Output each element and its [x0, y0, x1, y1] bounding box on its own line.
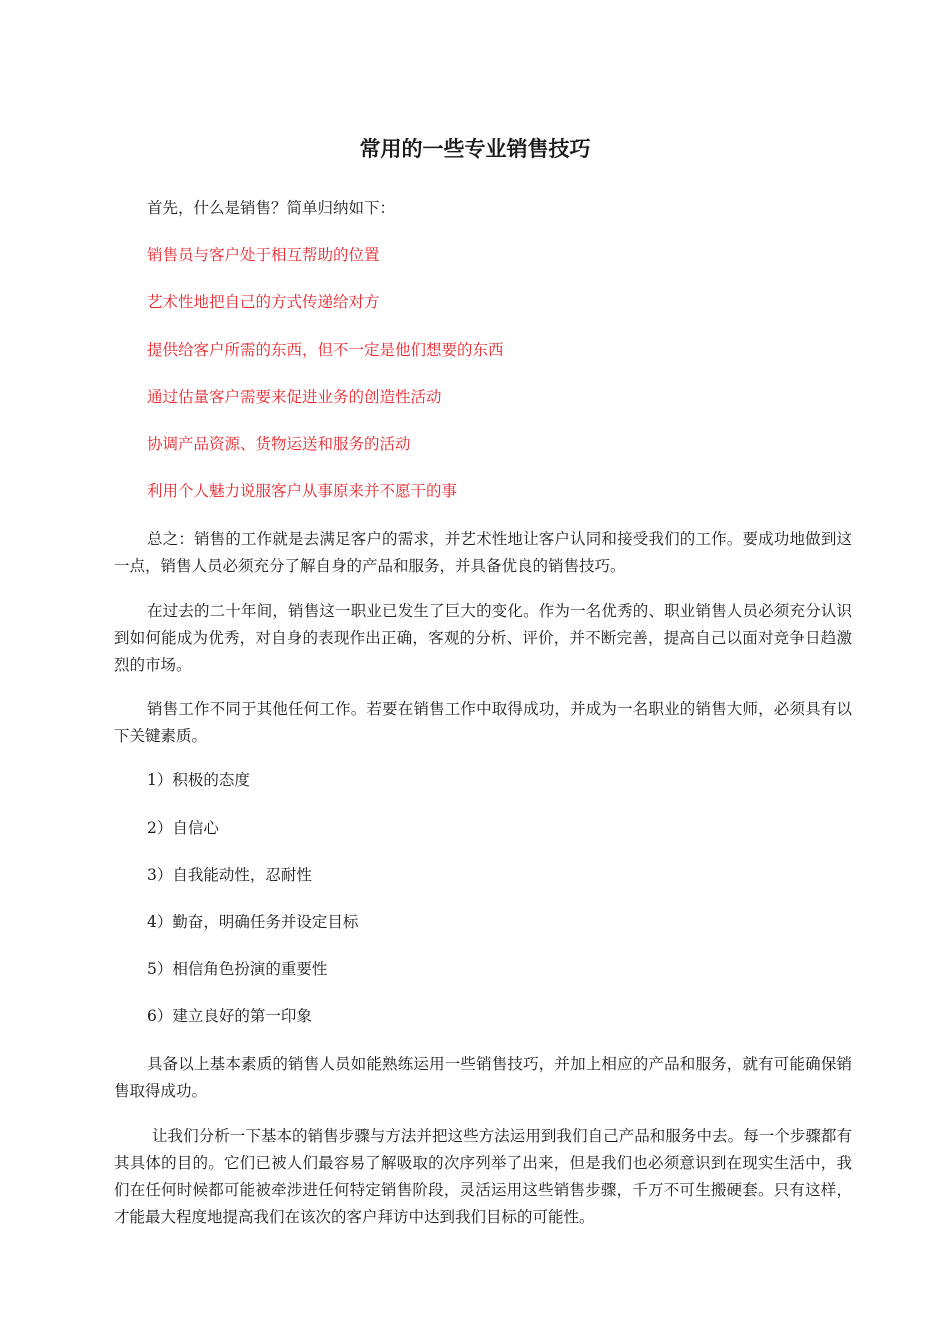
definition-item: 提供给客户所需的东西，但不一定是他们想要的东西	[147, 341, 504, 359]
quality-item: 5）相信角色扮演的重要性	[147, 960, 328, 978]
paragraph-conclusion: 具备以上基本素质的销售人员如能熟练运用一些销售技巧，并加上相应的产品和服务，就有可能确保销售取得成功。	[114, 1055, 852, 1100]
quality-item: 4）勤奋，明确任务并设定目标	[147, 913, 359, 931]
intro-line: 首先，什么是销售？简单归纳如下：	[147, 199, 396, 217]
definition-item: 艺术性地把自己的方式传递给对方	[147, 293, 380, 311]
definition-item: 协调产品资源、货物运送和服务的活动	[147, 435, 411, 453]
quality-item: 1）积极的态度	[147, 771, 250, 789]
paragraph-steps: 让我们分析一下基本的销售步骤与方法并把这些方法运用到我们自己产品和服务中去。每一个步骤都有其具体的目的。它们已被人们最容易了解吸取的次序列举了出来，但是我们也必须意识到在现实生活中，我们在任何时候都可能被牵涉进任何特定销售阶段，灵活运用这些销售步骤，千万不可生搬硬套。只有这样，才能最大程度地提高我们在该次的客户拜访中达到我们目标的可能性。	[114, 1127, 852, 1226]
quality-item: 6）建立良好的第一印象	[147, 1007, 312, 1025]
paragraph-qualities-intro: 销售工作不同于其他任何工作。若要在销售工作中取得成功，并成为一名职业的销售大师，必须具有以下关键素质。	[114, 700, 852, 745]
paragraph-history: 在过去的二十年间，销售这一职业已发生了巨大的变化。作为一名优秀的、职业销售人员必须充分认识到如何能成为优秀，对自身的表现作出正确，客观的分析、评价，并不断完善，提高自己以面对竞争日趋激烈的市场。	[114, 602, 852, 674]
paragraph-summary: 总之：销售的工作就是去满足客户的需求，并艺术性地让客户认同和接受我们的工作。要成功地做到这一点，销售人员必须充分了解自身的产品和服务，并具备优良的销售技巧。	[114, 530, 852, 575]
definition-item: 利用个人魅力说服客户从事原来并不愿干的事	[147, 482, 458, 500]
quality-item: 3）自我能动性，忍耐性	[147, 866, 312, 884]
definition-item: 通过估量客户需要来促进业务的创造性活动	[147, 388, 442, 406]
page-title: 常用的一些专业销售技巧	[359, 137, 591, 161]
quality-item: 2）自信心	[147, 819, 219, 837]
definition-item: 销售员与客户处于相互帮助的位置	[147, 246, 380, 264]
